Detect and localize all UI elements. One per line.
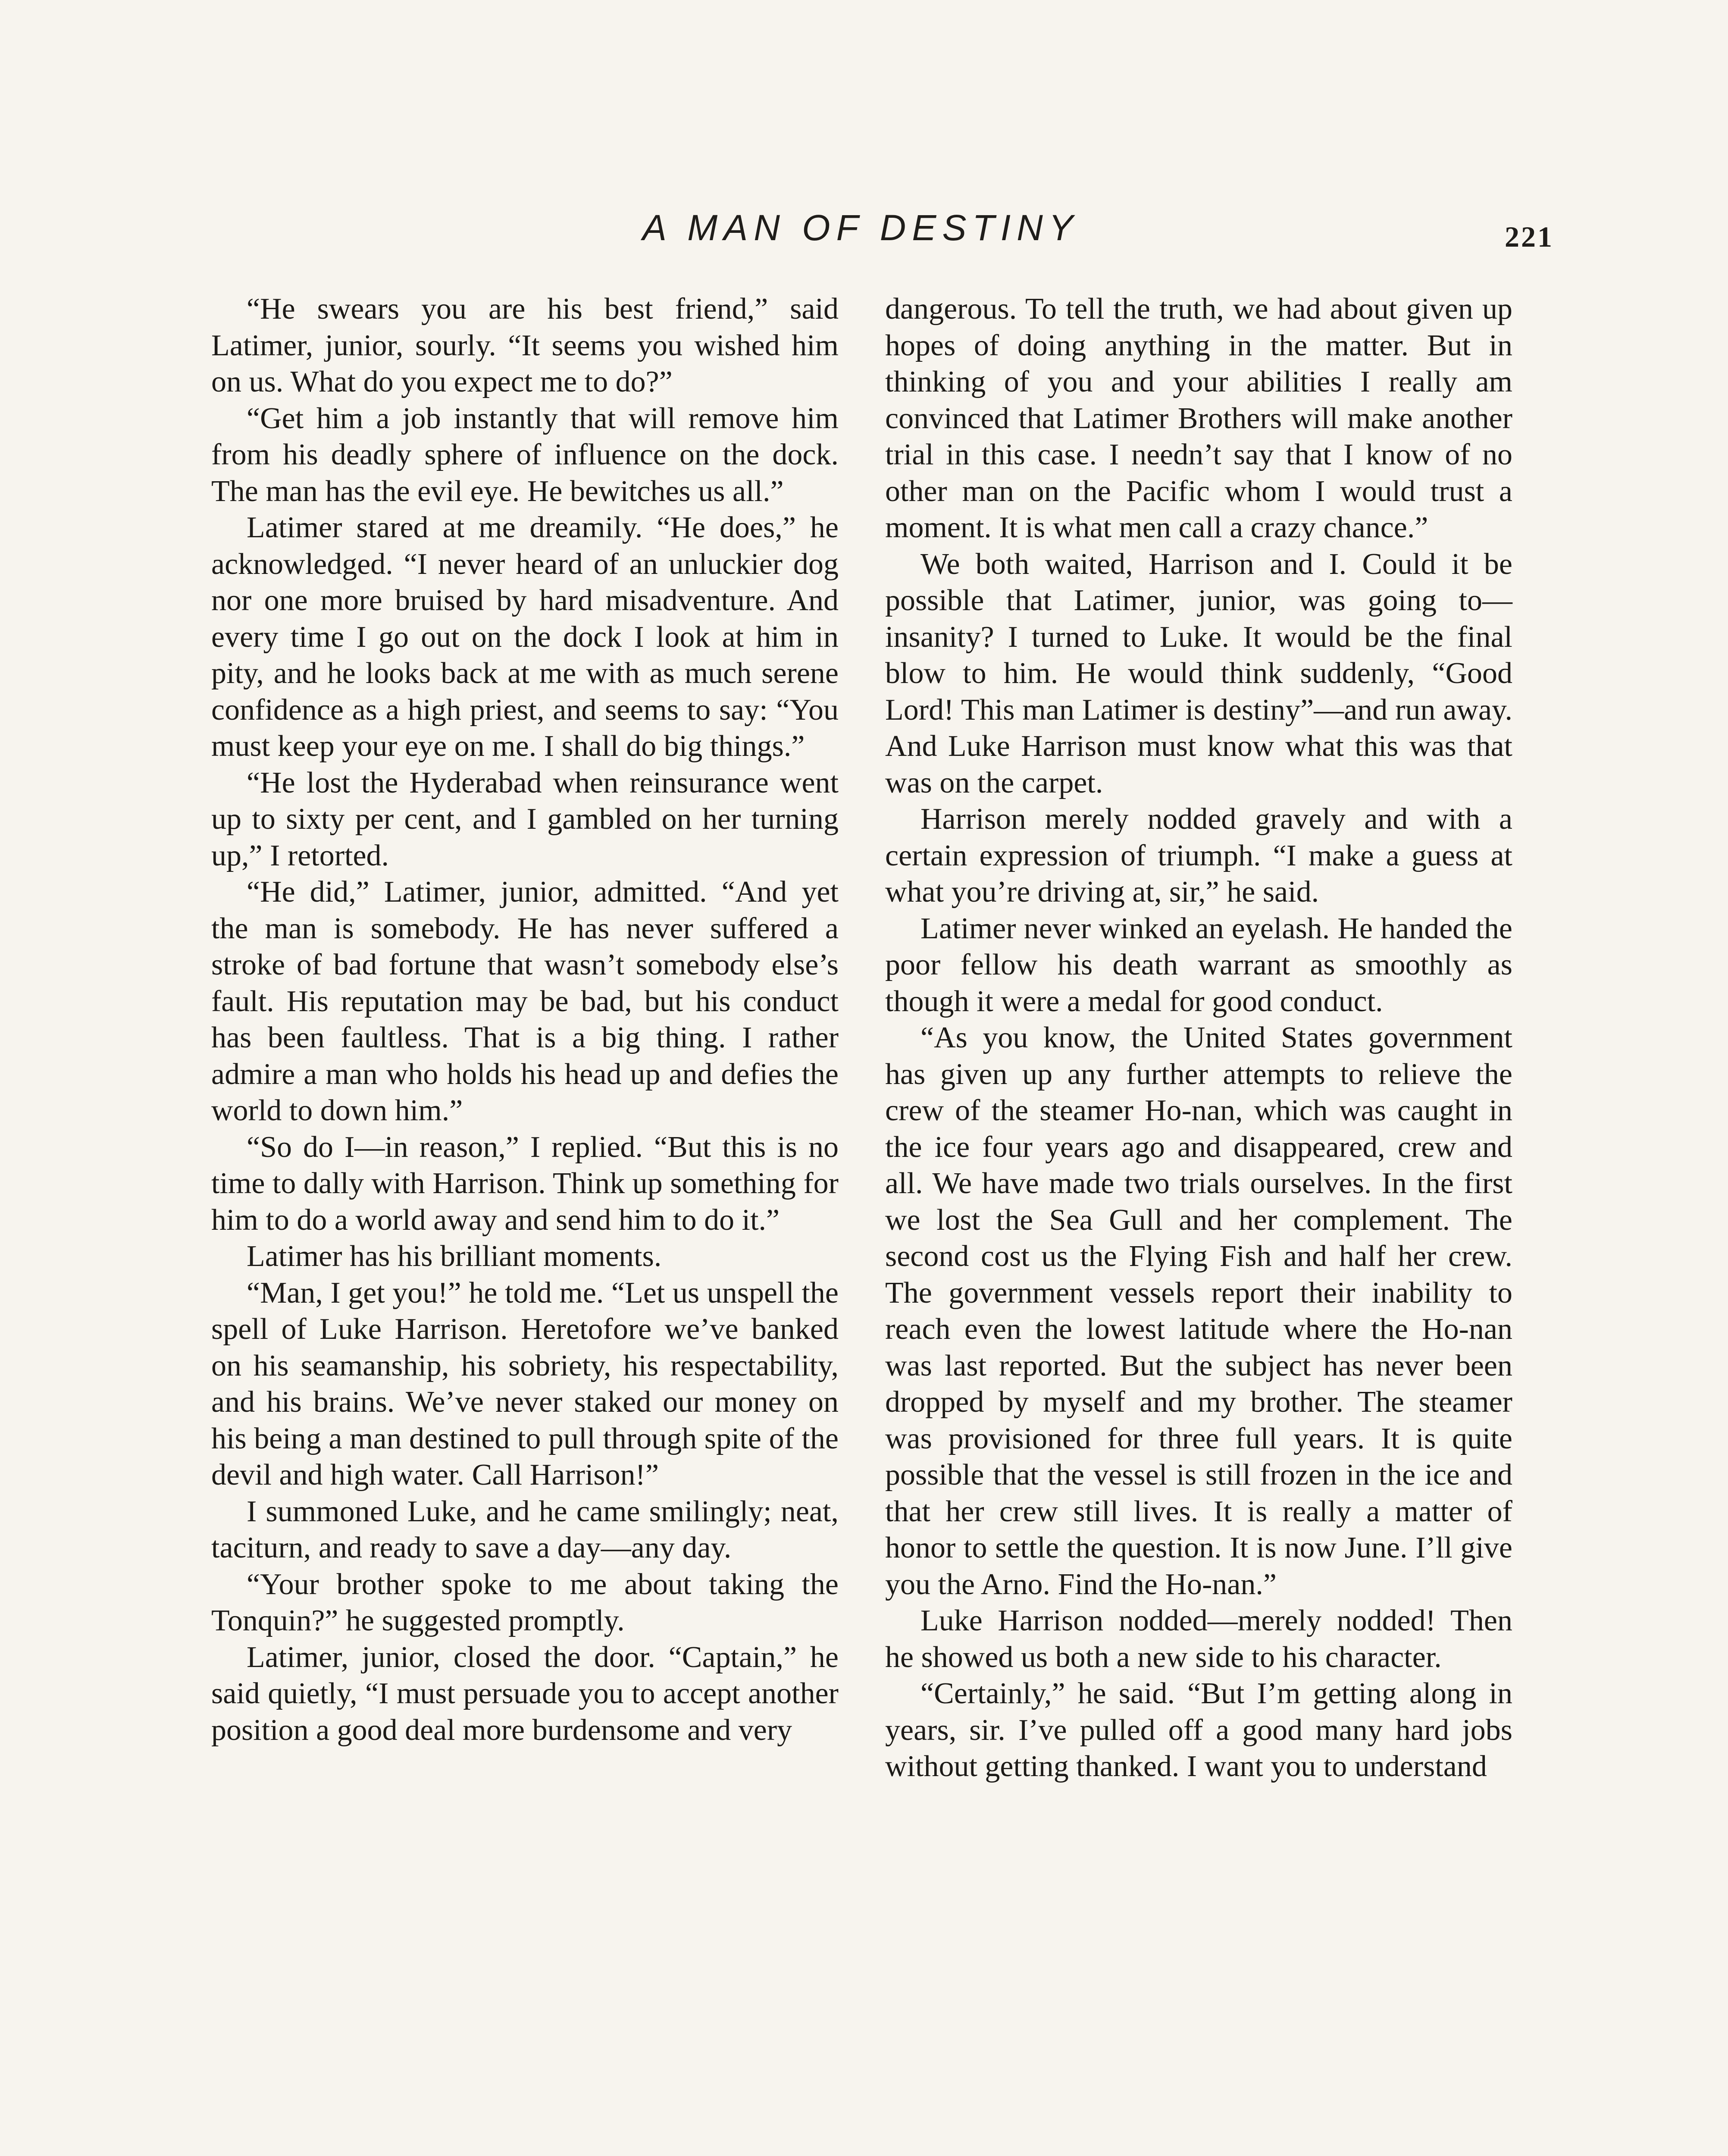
paragraph: Latimer never winked an eyelash. He handed the poor fellow his death warrant as smoothly as though it were a medal for good conduct.: [885, 912, 1512, 1018]
paragraph: “Certainly,” he said. “But I’m getting along in years, sir. I’ve pulled off a good many hard jobs without getting thanked. I want you to understand: [885, 1677, 1512, 1783]
right-text-column: [885, 291, 1512, 1785]
paragraph: “Man, I get you!” he told me. “Let us unspell the spell of Luke Harrison. Heretofore we’ve banked on his seamanship, his sobriety, his respectability, and his brains. We’ve never staked our money on his being a man destined to pull through spite of the devil and high water. Call Harrison!”: [211, 1276, 839, 1492]
paragraph: “He swears you are his best friend,” said Latimer, junior, sourly. “It seems you wished him on us. What do you expect me to do?”: [211, 292, 839, 398]
paragraph: “As you know, the United States government has given up any further attempts to relieve the crew of the steamer Ho-nan, which was caught in the ice four years ago and disappeared, crew and all. We have made two trials ourselves. In the first we lost the Sea Gull and her complement. The second cost us the Flying Fish and half her crew. The government vessels report their inability to reach even the lowest latitude where the Ho-nan was last reported. But the subject has never been dropped by myself and my brother. The steamer was provisioned for three full years. It is quite possible that the vessel is still frozen in the ice and that her crew still lives. It is really a matter of honor to settle the question. It is now June. I’ll give you the Arno. Find the Ho-nan.”: [885, 1021, 1512, 1601]
paragraph: Latimer stared at me dreamily. “He does,” he acknowledged. “I never heard of an unluckier dog nor one more bruised by hard misadventure. And every time I go out on the dock I look at him in pity, and he looks back at me with as much serene confidence as a high priest, and seems to say: “You must keep your eye on me. I shall do big things.”: [211, 511, 839, 763]
paragraph: I summoned Luke, and he came smilingly; neat, taciturn, and ready to save a day—any day.: [211, 1495, 839, 1564]
paragraph: “He did,” Latimer, junior, admitted. “And yet the man is somebody. He has never suffered a stroke of bad fortune that wasn’t somebody else’s fault. His reputation may be bad, but his conduct has been faultless. That is a big thing. I rather admire a man who holds his head up and defies the world to down him.”: [211, 875, 839, 1127]
page-number: 221: [1505, 220, 1554, 253]
paragraph: Harrison merely nodded gravely and with a certain expression of triumph. “I make a guess at what you’re driving at, sir,” he said.: [885, 802, 1512, 909]
paragraph: We both waited, Harrison and I. Could it be possible that Latimer, junior, was going to—insanity? I turned to Luke. It would be the final blow to him. He would think suddenly, “Good Lord! This man Latimer is destiny”—and run away. And Luke Harrison must know what this was that was on the carpet.: [885, 547, 1512, 799]
paragraph: “He lost the Hyderabad when reinsurance went up to sixty per cent, and I gambled on her turning up,” I retorted.: [211, 766, 839, 872]
left-text-column: [211, 291, 839, 1749]
paragraph: Luke Harrison nodded—merely nodded! Then he showed us both a new side to his character.: [885, 1604, 1512, 1674]
paragraph: “So do I—in reason,” I replied. “But this is no time to dally with Harrison. Think up something for him to do a world away and send him to do it.”: [211, 1130, 839, 1237]
paragraph: “Your brother spoke to me about taking the Tonquin?” he suggested promptly.: [211, 1567, 839, 1637]
paragraph: “Get him a job instantly that will remove him from his deadly sphere of influence on the dock. The man has the evil eye. He bewitches us all.”: [211, 401, 839, 508]
running-title: A MAN OF DESTINY: [642, 207, 1079, 248]
paragraph: Latimer, junior, closed the door. “Captain,” he said quietly, “I must persuade you to accept another position a good deal more burdensome and very: [211, 1640, 839, 1747]
paragraph: Latimer has his brilliant moments.: [247, 1240, 662, 1273]
paragraph-continued: dangerous. To tell the truth, we had about given up hopes of doing anything in the matter. But in thinking of you and your abilities I really am convinced that Latimer Brothers will make another trial in this case. I needn’t say that I know of no other man on the Pacific whom I would trust a moment. It is what men call a crazy chance.”: [885, 292, 1512, 544]
